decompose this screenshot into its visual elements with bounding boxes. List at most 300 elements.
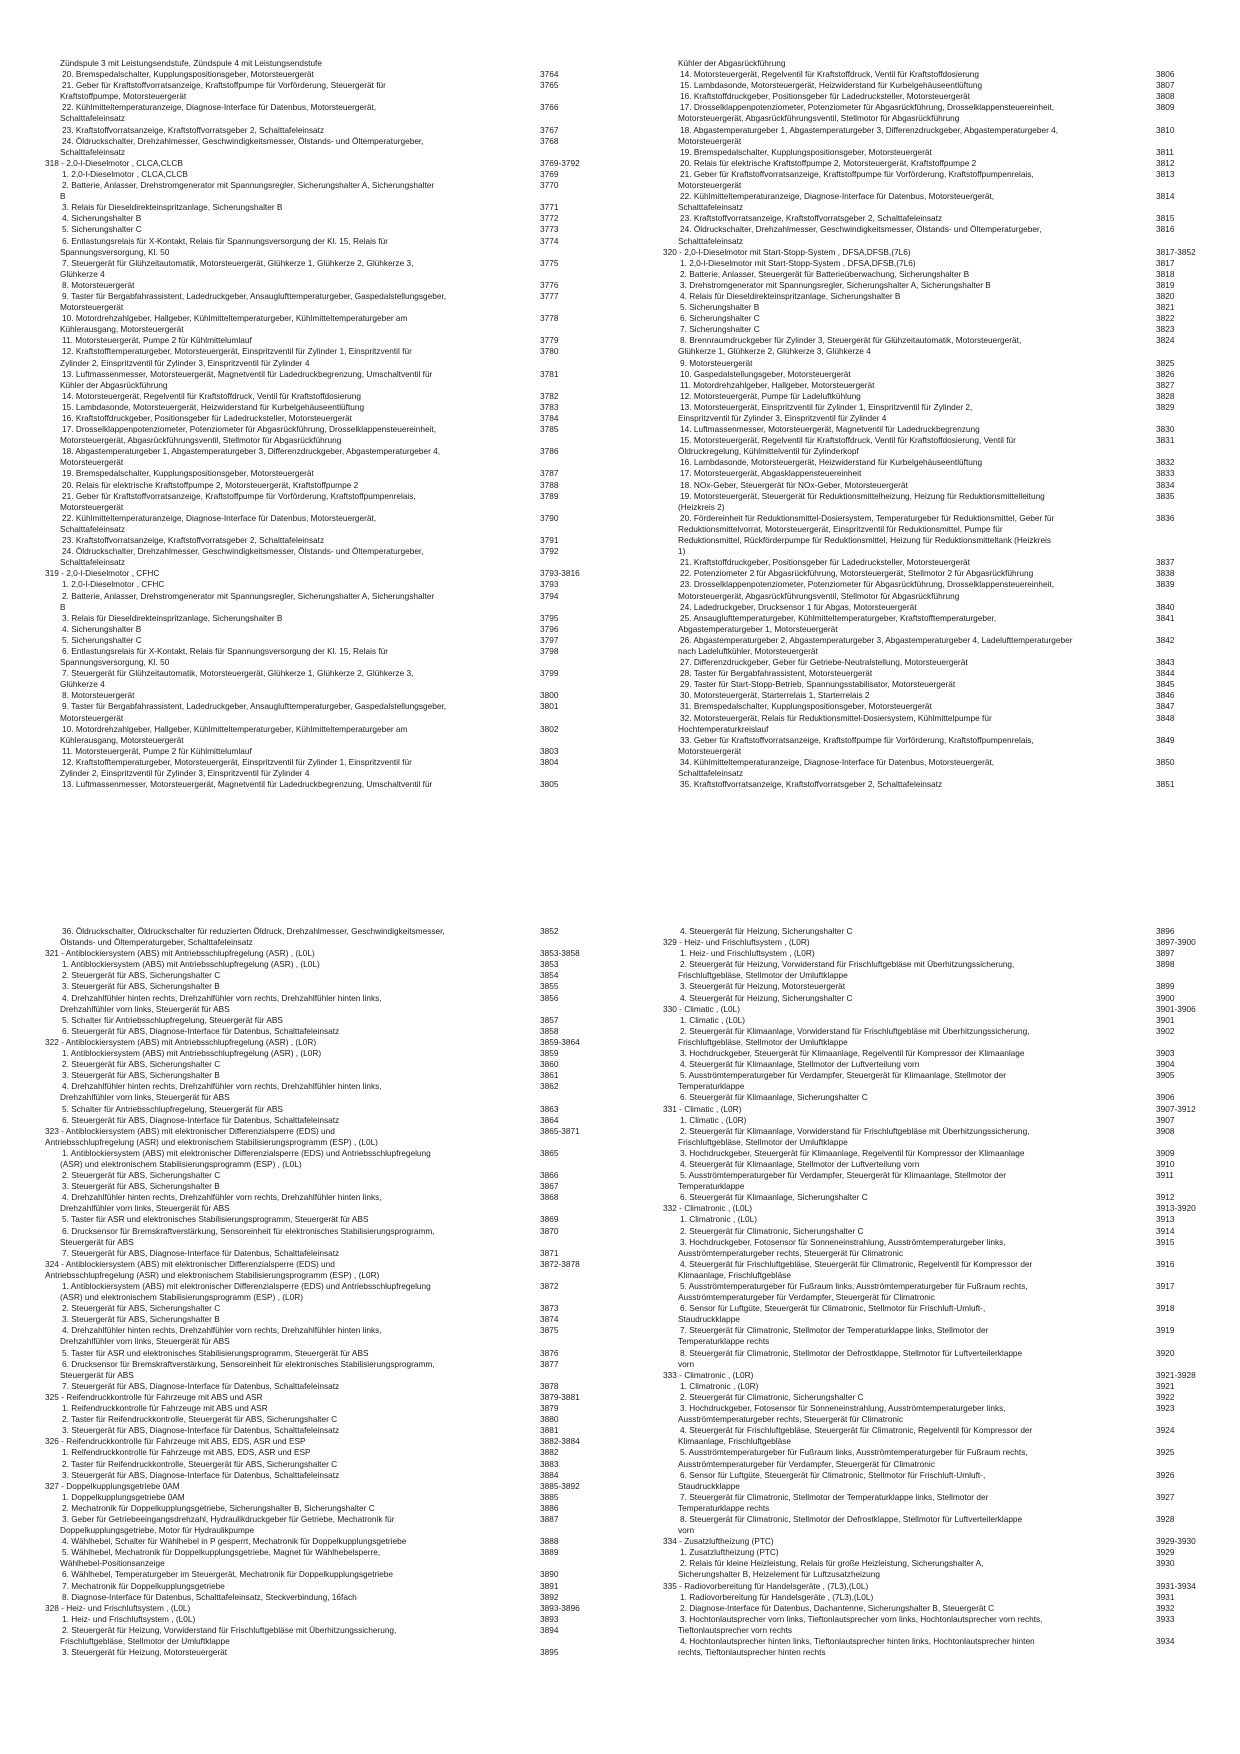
- entry-page-number: 3842: [1156, 634, 1175, 645]
- entry-text: 1. 2,0-l-Dieselmotor , CFHC: [62, 579, 165, 590]
- entry-page-number: 3816: [1156, 224, 1175, 235]
- entry-page-number: 3920: [1156, 1347, 1175, 1358]
- index-entry: [678, 213, 1198, 224]
- index-entry: [60, 535, 560, 546]
- entry-text: 320 - 2,0-l-Dieselmotor mit Start-Stopp-System , DFSA,DFSB,(7L6): [663, 246, 911, 257]
- entry-text: 17. Drosselklappenpotenziometer, Potenziometer für Abgasrückführung, Drosselklappensteuereinheit, Motorsteuergerät, Abgasrückführungsventil, Stellmotor für Abgasrückführung: [60, 424, 437, 446]
- entry-page-number: 3866: [540, 1170, 559, 1181]
- entry-text: 5. Ausströmtemperaturgeber für Verdampfer, Steuergerät für Klimaanlage, Stellmotor der Temperaturklappe: [678, 1070, 1007, 1092]
- index-entry: [678, 1603, 1198, 1614]
- entry-text: 22. Kühlmitteltemperaturanzeige, Diagnose-Interface für Datenbus, Motorsteuergerät, Schalttafeleinsatz: [678, 191, 995, 213]
- entry-text: 6. Entlastungsrelais für X-Kontakt, Relais für Spannungsversorgung der Kl. 15, Relais für Spannungsversorgung, Kl. 50: [60, 645, 389, 668]
- entry-page-number: 3872: [540, 1281, 559, 1291]
- entry-page-number: 3800: [540, 690, 559, 701]
- index-entry: [678, 302, 1198, 313]
- entry-text: 18. Abgastemperaturgeber 1, Abgastemperaturgeber 3, Differenzdruckgeber, Abgastemperaturgeber 4, Motorsteuergerät: [60, 446, 441, 468]
- entry-page-number: 3921-3928: [1156, 1369, 1196, 1380]
- index-entry: [678, 1558, 1198, 1580]
- index-entry: [678, 1514, 1198, 1536]
- entry-text: 4. Steuergerät für Frischluftgebläse, Steuergerät für Climatronic, Regelventil für Kompressor der Klimaanlage, Frischluftgebläse: [678, 1425, 1033, 1447]
- entry-text: 21. Kraftstoffdruckgeber, Positionsgeber für Ladedrucksteller, Motorsteuergerät: [680, 557, 970, 568]
- index-entry: [60, 1592, 560, 1603]
- entry-page-number: 3802: [540, 723, 559, 734]
- section-heading: [45, 1436, 580, 1447]
- entry-page-number: 3883: [540, 1458, 559, 1469]
- index-entry: [60, 1569, 560, 1580]
- entry-text: 3. Steuergerät für ABS, Sicherungshalter B: [62, 1181, 220, 1192]
- section-heading: [45, 568, 580, 579]
- entry-page-number: 3913: [1156, 1214, 1175, 1225]
- entry-page-number: 3775: [540, 257, 559, 268]
- entry-page-number: 3779: [540, 335, 559, 346]
- index-entry: [60, 1026, 560, 1037]
- entry-text: 1. 2,0-l-Dieselmotor , CLCA,CLCB: [62, 168, 188, 179]
- index-entry: [60, 136, 560, 158]
- entry-page-number: 3934: [1156, 1636, 1175, 1646]
- entry-page-number: 3804: [540, 756, 559, 767]
- entry-text: 333 - Climatronic , (L0R): [663, 1369, 754, 1380]
- index-entry: [60, 1403, 560, 1414]
- entry-text: 328 - Heiz- und Frischluftsystem , (L0L): [45, 1602, 191, 1613]
- entry-page-number: 3817: [1156, 257, 1175, 268]
- entry-text: 1. Climatronic , (L0L): [680, 1214, 758, 1225]
- entry-page-number: 3803: [540, 745, 559, 756]
- index-entry: [678, 1547, 1198, 1558]
- section-heading: [663, 1203, 1198, 1214]
- section-heading: [663, 1536, 1198, 1547]
- entry-page-number: 3780: [540, 346, 559, 357]
- index-entry: [60, 1447, 560, 1458]
- entry-text: 6. Sicherungshalter C: [680, 313, 760, 324]
- entry-page-number: 3769-3792: [540, 157, 580, 168]
- entry-page-number: 3881: [540, 1425, 559, 1436]
- entry-page-number: 3924: [1156, 1425, 1175, 1436]
- index-entry: [60, 1015, 560, 1026]
- entry-text: 323 - Antiblockiersystem (ABS) mit elektronischer Differenzialsperre (EDS) und Antriebsschlupfregelung (ASR) und elektronischem Stabilisierungsprogramm (ESP) , (L0L): [45, 1125, 378, 1147]
- entry-text: 2. Taster für Reifendruckkontrolle, Steuergerät für ABS, Sicherungshalter C: [62, 1414, 338, 1425]
- entry-text: 33. Geber für Kraftstoffvorratsanzeige, Kraftstoffpumpe für Vorförderung, Kraftstoffpumpenrelais, Motorsteuergerät: [678, 734, 1034, 756]
- entry-text: 4. Drehzahlfühler hinten rechts, Drehzahlfühler vorn rechts, Drehzahlfühler hinten links, Drehzahlfühler vorn links, Steuergerät für ABS: [60, 1081, 382, 1103]
- entry-page-number: 3773: [540, 224, 559, 235]
- index-entry: [678, 80, 1198, 91]
- index-entry: [60, 236, 560, 258]
- index-entry: [678, 480, 1198, 491]
- index-entry: [678, 613, 1198, 635]
- index-entry: [60, 313, 560, 335]
- entry-text: 8. Motorsteuergerät: [62, 279, 135, 290]
- index-entry: [60, 1625, 560, 1647]
- entry-text: 7. Steuergerät für Climatronic, Stellmotor der Temperaturklappe links, Stellmotor der Temperaturklappe rechts: [678, 1325, 989, 1347]
- index-entry: [60, 701, 560, 723]
- entry-text: 1. Zusatzluftheizung (PTC): [680, 1547, 779, 1558]
- entry-text: 11. Motordrehzahlgeber, Hallgeber, Motorsteuergerät: [680, 379, 875, 390]
- entry-page-number: 3912: [1156, 1192, 1175, 1203]
- index-entry: [60, 335, 560, 346]
- index-entry: [60, 369, 560, 391]
- entry-page-number: 3823: [1156, 324, 1175, 335]
- entry-text: 2. Batterie, Anlasser, Steuergerät für Batterieüberwachung, Sicherungshalter B: [680, 268, 970, 279]
- index-entry: [678, 369, 1198, 380]
- entry-text: 3. Drehstromgenerator mit Spannungsregler, Sicherungshalter A, Sicherungshalter B: [680, 279, 991, 290]
- entry-page-number: 3864: [540, 1114, 559, 1125]
- index-entry: [60, 635, 560, 646]
- entry-page-number: 3810: [1156, 124, 1175, 135]
- entry-page-number: 3907: [1156, 1114, 1175, 1125]
- entry-page-number: 3834: [1156, 479, 1175, 490]
- entry-page-number: 3929: [1156, 1547, 1175, 1558]
- index-entry: [60, 1148, 560, 1170]
- entry-text: 5. Ausströmtemperaturgeber für Fußraum links, Ausströmtemperaturgeber für Fußraum rechts, Ausströmtemperaturgeber für Verdampfer, Steuergerät für Climatronic: [678, 1281, 1028, 1303]
- entry-page-number: 3828: [1156, 390, 1175, 401]
- index-entry: [678, 258, 1198, 269]
- entry-page-number: 3888: [540, 1536, 559, 1547]
- entry-text: 3. Steuergerät für ABS, Diagnose-Interface für Datenbus, Schalttafeleinsatz: [62, 1469, 340, 1480]
- entry-page-number: 3926: [1156, 1469, 1175, 1480]
- section-heading: [663, 1369, 1198, 1381]
- index-entry: [678, 1614, 1198, 1636]
- index-entry: [60, 1647, 560, 1658]
- index-entry: [60, 624, 560, 635]
- entry-page-number: 3820: [1156, 290, 1175, 301]
- index-entry: [60, 180, 560, 202]
- entry-text: 7. Steuergerät für Glühzeitautomatik, Motorsteuergerät, Glühkerze 1, Glühkerze 2, Glühkerze 3, Glühkerze 4: [60, 257, 414, 279]
- entry-page-number: 3917: [1156, 1281, 1175, 1291]
- entry-text: 9. Motorsteuergerät: [680, 357, 753, 368]
- entry-text: 1. Reifendruckkontrolle für Fahrzeuge mit ABS, EDS, ASR und ESP: [62, 1447, 311, 1458]
- entry-text: 331 - Climatic , (L0R): [663, 1103, 742, 1114]
- index-entry: [678, 1015, 1198, 1026]
- entry-text: 6. Steuergerät für Klimaanlage, Sicherungshalter C: [680, 1192, 868, 1203]
- entry-page-number: 3827: [1156, 379, 1175, 390]
- entry-text: 18. NOx-Geber, Steuergerät für NOx-Geber, Motorsteuergerät: [680, 479, 908, 490]
- entry-text: 3. Steuergerät für ABS, Sicherungshalter B: [62, 1070, 220, 1081]
- entry-page-number: 3928: [1156, 1513, 1175, 1524]
- entry-page-number: 3831: [1156, 435, 1175, 446]
- index-entry: [678, 1126, 1198, 1148]
- entry-page-number: 3817-3852: [1156, 246, 1196, 257]
- index-entry: [60, 258, 560, 280]
- entry-text: 8. Steuergerät für Climatronic, Stellmotor der Defrostklappe, Stellmotor für Luftverteilerklappe vorn: [678, 1513, 1023, 1536]
- entry-page-number: 3769: [540, 168, 559, 179]
- index-entry: [678, 1592, 1198, 1603]
- entry-page-number: 3923: [1156, 1403, 1175, 1414]
- entry-text: 16. Lambdasonde, Motorsteuergerät, Heizwiderstand für Kurbelgehäuseentlüftung: [680, 457, 983, 468]
- entry-page-number: 3889: [540, 1547, 559, 1558]
- entry-page-number: 3805: [540, 779, 559, 790]
- index-entry: [60, 346, 560, 368]
- entry-text: 17. Drosselklappenpotenziometer, Potenziometer für Abgasrückführung, Drosselklappensteuereinheit, Motorsteuergerät, Abgasrückführungsventil, Stellmotor für Abgasrückführung: [678, 102, 1055, 124]
- entry-page-number: 3811: [1156, 146, 1174, 157]
- index-entry: [678, 1425, 1198, 1447]
- index-entry: [60, 993, 560, 1015]
- entry-page-number: 3764: [540, 69, 559, 80]
- entry-text: 2. Steuergerät für ABS, Sicherungshalter C: [62, 1303, 221, 1314]
- entry-page-number: 3880: [540, 1414, 559, 1425]
- index-entry: [60, 1614, 560, 1625]
- entry-text: 3. Steuergerät für Heizung, Motorsteuergerät: [680, 981, 846, 992]
- entry-page-number: 3796: [540, 623, 559, 634]
- index-entry: [60, 779, 560, 790]
- entry-page-number: 3776: [540, 279, 559, 290]
- index-entry: [678, 1259, 1198, 1281]
- index-entry: [60, 402, 560, 413]
- entry-page-number: 3885-3892: [540, 1480, 580, 1491]
- index-entry: [60, 1081, 560, 1103]
- entry-page-number: 3849: [1156, 734, 1175, 745]
- entry-text: 329 - Heiz- und Frischluftsystem , (L0R): [663, 937, 810, 948]
- entry-page-number: 3787: [540, 468, 559, 479]
- index-entry: [678, 981, 1198, 992]
- entry-text: 2. Steuergerät für Climatronic, Sicherungshalter C: [680, 1225, 864, 1236]
- entry-text: 19. Bremspedalschalter, Kupplungspositionsgeber, Motorsteuergerät: [680, 146, 932, 157]
- entry-page-number: 3826: [1156, 368, 1175, 379]
- entry-page-number: 3785: [540, 424, 559, 435]
- entry-text: 5. Taster für ASR und elektronisches Stabilisierungsprogramm, Steuergerät für ABS: [62, 1347, 369, 1358]
- entry-text: 28. Taster für Bergabfahrassistent, Motorsteuergerät: [680, 668, 873, 679]
- entry-page-number: 3861: [540, 1070, 559, 1081]
- index-entry: [678, 1403, 1198, 1425]
- index-entry: [60, 1359, 560, 1381]
- entry-text: 1. Antiblockiersystem (ABS) mit elektronischer Differenzialsperre (EDS) und Antriebsschlupfregelung (ASR) und elektronischem Stabilisierungsprogramm (ESP) , (L0R): [60, 1281, 431, 1303]
- index-entry: [60, 1314, 560, 1325]
- entry-page-number: 3843: [1156, 657, 1175, 668]
- index-entry: [60, 169, 560, 180]
- entry-page-number: 3837: [1156, 557, 1175, 568]
- entry-text: 3. Steuergerät für ABS, Sicherungshalter B: [62, 1314, 220, 1325]
- index-entry: [60, 1048, 560, 1059]
- index-entry: [678, 391, 1198, 402]
- entry-text: 5. Sicherungshalter C: [62, 634, 142, 645]
- entry-page-number: 3869: [540, 1214, 559, 1225]
- entry-text: 8. Motorsteuergerät: [62, 690, 135, 701]
- entry-text: 3. Hochdruckgeber, Fotosensor für Sonneneinstrahlung, Ausströmtemperaturgeber links, Ausströmtemperaturgeber rechts, Steuergerät für Climatronic: [678, 1236, 1006, 1258]
- entry-text: 35. Kraftstoffvorratsanzeige, Kraftstoffvorratsgeber 2, Schalttafeleinsatz: [680, 779, 943, 790]
- entry-page-number: 3790: [540, 512, 559, 523]
- index-entry: [60, 213, 560, 224]
- index-entry: [678, 1026, 1198, 1048]
- entry-text: 25. Ansauglufttemperaturgeber, Kühlmitteltemperaturgeber, Kraftstofftemperaturgeber, Abgastemperaturgeber 1, Motorsteuergerät: [678, 612, 997, 634]
- index-entry: [678, 926, 1198, 937]
- entry-text: 9. Taster für Bergabfahrassistent, Ladedruckgeber, Ansauglufttemperaturgeber, Gaspedalstellungsgeber, Motorsteuergerät: [60, 290, 447, 313]
- entry-page-number: 3807: [1156, 80, 1175, 91]
- entry-text: 2. Steuergerät für Klimaanlage, Vorwiderstand für Frischluftgebläse mit Überhitzungssicherung, Frischluftgebläse, Stellmotor der Umluftklappe: [678, 1025, 1030, 1047]
- entry-page-number: 3841: [1156, 612, 1175, 623]
- entry-text: 13. Motorsteuergerät, Einspritzventil für Zylinder 1, Einspritzventil für Zylinder 2, Einspritzventil für Zylinder 3, Einspritzventil für Zylinder 4: [678, 401, 973, 423]
- entry-page-number: 3901: [1156, 1014, 1175, 1025]
- entry-text: 6. Sensor für Luftgüte, Steuergerät für Climatronic, Stellmotor für Frischluft-Umluft-, Staudruckklappe: [678, 1303, 986, 1325]
- entry-page-number: 3844: [1156, 668, 1175, 679]
- entry-page-number: 3792: [540, 546, 559, 557]
- index-entry: [678, 1115, 1198, 1126]
- entry-page-number: 3822: [1156, 313, 1175, 324]
- entry-page-number: 3767: [540, 124, 559, 135]
- index-entry: [678, 269, 1198, 280]
- entry-page-number: 3929-3930: [1156, 1536, 1196, 1547]
- entry-page-number: 3798: [540, 645, 559, 656]
- entry-page-number: 3766: [540, 102, 559, 113]
- entry-text: 24. Ladedruckgeber, Drucksensor 1 für Abgas, Motorsteuergerät: [680, 601, 917, 612]
- entry-text: 2. Steuergerät für Climatronic, Sicherungshalter C: [680, 1391, 864, 1402]
- entry-text: 23. Kraftstoffvorratsanzeige, Kraftstoffvorratsgeber 2, Schalttafeleinsatz: [62, 124, 325, 135]
- entry-page-number: 3898: [1156, 959, 1175, 970]
- entry-text: 2. Steuergerät für Heizung, Vorwiderstand für Frischluftgebläse mit Überhitzungssicherung, Frischluftgebläse, Stellmotor der Umluftklappe: [678, 959, 1015, 981]
- index-entry: [678, 1492, 1198, 1514]
- index-entry: [678, 147, 1198, 158]
- entry-text: 20. Fördereinheit für Reduktionsmittel-Dosiersystem, Temperaturgeber für Reduktionsmittel, Geber für Reduktionsmittelvorrat, Motorsteuergerät, Einspritzventil für Reduktionsmittel, Pumpe für Reduktionsmittel, Rückförderpumpe für Reduktionsmittel, Heizung für Reduktionsmitteltank (Heizkreis 1): [678, 512, 1055, 557]
- index-entry: [678, 102, 1198, 124]
- entry-page-number: 3931: [1156, 1591, 1175, 1602]
- entry-text: 11. Motorsteuergerät, Pumpe 2 für Kühlmittelumlauf: [62, 745, 252, 756]
- entry-page-number: 3830: [1156, 424, 1175, 435]
- index-entry: [60, 746, 560, 757]
- index-entry: [60, 58, 560, 69]
- entry-page-number: 3887: [540, 1513, 559, 1524]
- entry-page-number: 3797: [540, 634, 559, 645]
- entry-text: 16. Kraftstoffdruckgeber, Positionsgeber für Ladedrucksteller, Motorsteuergerät: [62, 413, 352, 423]
- index-entry: [60, 1181, 560, 1192]
- section-heading: [663, 246, 1198, 258]
- entry-page-number: 3857: [540, 1014, 559, 1025]
- entry-text: 16. Kraftstoffdruckgeber, Positionsgeber für Ladedrucksteller, Motorsteuergerät: [680, 91, 970, 102]
- index-entry: [678, 435, 1198, 457]
- entry-page-number: 3850: [1156, 756, 1175, 767]
- entry-text: 10. Motordrehzahlgeber, Hallgeber, Kühlmitteltemperaturgeber, Kühlmitteltemperaturgeber am Kühlerausgang, Motorsteuergerät: [60, 313, 408, 335]
- entry-page-number: 3786: [540, 446, 559, 457]
- entry-text: 332 - Climatronic , (L0L): [663, 1203, 752, 1214]
- entry-text: 21. Geber für Kraftstoffvorratsanzeige, Kraftstoffpumpe für Vorförderung, Steuergerät für Kraftstoffpumpe, Motorsteuergerät: [60, 80, 386, 102]
- entry-text: 4. Drehzahlfühler hinten rechts, Drehzahlfühler vorn rechts, Drehzahlfühler hinten links, Drehzahlfühler vorn links, Steuergerät für ABS: [60, 1325, 382, 1347]
- index-entry: [678, 125, 1198, 147]
- entry-page-number: 3835: [1156, 490, 1175, 501]
- index-entry: [678, 1159, 1198, 1170]
- entry-text: 22. Kühlmitteltemperaturanzeige, Diagnose-Interface für Datenbus, Motorsteuergerät, Schalttafeleinsatz: [60, 512, 377, 534]
- entry-text: 3. Steuergerät für ABS, Sicherungshalter B: [62, 981, 220, 992]
- entry-page-number: 3865-3871: [540, 1125, 580, 1136]
- entry-text: 22. Kühlmitteltemperaturanzeige, Diagnose-Interface für Datenbus, Motorsteuergerät, Schalttafeleinsatz: [60, 102, 377, 124]
- entry-page-number: 3879-3881: [540, 1391, 580, 1402]
- entry-text: 1. Antiblockiersystem (ABS) mit elektronischer Differenzialsperre (EDS) und Antriebsschlupfregelung (ASR) und elektronischem Stabilisierungsprogramm (ESP) , (L0L): [60, 1147, 431, 1169]
- index-column-bottom-left: [45, 926, 580, 1658]
- index-entry: [678, 224, 1198, 246]
- entry-page-number: 3847: [1156, 701, 1175, 712]
- entry-page-number: 3893-3896: [540, 1602, 580, 1613]
- index-entry: [678, 91, 1198, 102]
- index-entry: [60, 981, 560, 992]
- entry-page-number: 3782: [540, 390, 559, 401]
- entry-text: 319 - 2,0-l-Dieselmotor , CFHC: [45, 568, 160, 579]
- entry-page-number: 3885: [540, 1491, 559, 1502]
- entry-text: 2. Steuergerät für Klimaanlage, Vorwiderstand für Frischluftgebläse mit Überhitzungssicherung, Frischluftgebläse, Stellmotor der Umluftklappe: [678, 1125, 1030, 1147]
- entry-text: 5. Sicherungshalter C: [62, 224, 142, 235]
- entry-page-number: 3878: [540, 1380, 559, 1391]
- index-entry: [60, 480, 560, 491]
- entry-text: 7. Steuergerät für ABS, Diagnose-Interface für Datenbus, Schalttafeleinsatz: [62, 1247, 340, 1258]
- index-entry: [60, 757, 560, 779]
- index-entry: [60, 690, 560, 701]
- entry-text: 4. Wählhebel, Schalter für Wählhebel in P gesperrt, Mechatronik für Doppelkupplungsgetriebe: [62, 1536, 407, 1547]
- entry-page-number: 3933: [1156, 1613, 1175, 1624]
- index-entry: [678, 1237, 1198, 1259]
- index-entry: [60, 491, 560, 513]
- index-entry: [60, 1503, 560, 1514]
- index-entry: [678, 1348, 1198, 1370]
- entry-page-number: 3877: [540, 1358, 559, 1369]
- index-entry: [60, 1414, 560, 1425]
- entry-text: 15. Lambdasonde, Motorsteuergerät, Heizwiderstand für Kurbelgehäuseentlüftung: [62, 401, 365, 412]
- entry-page-number: 3872-3878: [540, 1258, 580, 1269]
- entry-page-number: 3784: [540, 413, 559, 423]
- entry-page-number: 3846: [1156, 690, 1175, 701]
- entry-text: 23. Kraftstoffvorratsanzeige, Kraftstoffvorratsgeber 2, Schalttafeleinsatz: [680, 213, 943, 224]
- index-entry: [678, 1226, 1198, 1237]
- entry-page-number: 3839: [1156, 579, 1175, 590]
- entry-text: 6. Drucksensor für Bremskraftverstärkung, Sensoreinheit für elektronisches Stabilisierungsprogramm, Steuergerät für ABS: [60, 1225, 435, 1247]
- index-entry: [678, 1325, 1198, 1347]
- entry-text: 7. Steuergerät für ABS, Diagnose-Interface für Datenbus, Schalttafeleinsatz: [62, 1380, 340, 1391]
- index-entry: [678, 579, 1198, 601]
- index-entry: [678, 313, 1198, 324]
- entry-text: 6. Steuergerät für Klimaanlage, Sicherungshalter C: [680, 1092, 868, 1103]
- entry-page-number: 3915: [1156, 1236, 1175, 1247]
- entry-page-number: 3899: [1156, 981, 1175, 992]
- entry-page-number: 3856: [540, 992, 559, 1003]
- entry-text: 327 - Doppelkupplungsgetriebe 0AM: [45, 1480, 180, 1491]
- entry-page-number: 3897-3900: [1156, 937, 1196, 948]
- entry-text: 4. Steuergerät für Frischluftgebläse, Steuergerät für Climatronic, Regelventil für Kompressor der Klimaanlage, Frischluftgebläse: [678, 1258, 1033, 1280]
- entry-text: 1. Radiovorbereitung für Handelsgeräte , (7L3),(L0L): [680, 1591, 874, 1602]
- entry-page-number: 3925: [1156, 1447, 1175, 1458]
- entry-page-number: 3836: [1156, 512, 1175, 523]
- index-entry: [678, 1059, 1198, 1070]
- entry-text: 24. Öldruckschalter, Drehzahlmesser, Geschwindigkeitsmesser, Ölstands- und Öltemperaturgeber, Schalttafeleinsatz: [60, 135, 424, 157]
- index-entry: [60, 413, 560, 424]
- section-heading: [663, 937, 1198, 948]
- entry-text: 3. Hochdruckgeber, Steuergerät für Klimaanlage, Regelventil für Kompressor der Klimaanlage: [680, 1048, 1025, 1059]
- index-entry: [60, 668, 560, 690]
- entry-page-number: 3884: [540, 1469, 559, 1480]
- index-entry: [60, 224, 560, 235]
- index-column-top-right: [663, 58, 1198, 790]
- entry-text: 5. Ausströmtemperaturgeber für Verdampfer, Steuergerät für Klimaanlage, Stellmotor der Temperaturklappe: [678, 1170, 1007, 1192]
- entry-text: 2. Batterie, Anlasser, Drehstromgenerator mit Spannungsregler, Sicherungshalter A, Sicherungshalter B: [60, 180, 435, 202]
- entry-text: 5. Wählhebel, Mechatronik für Doppelkupplungsgetriebe, Magnet für Wählhebelsperre, Wählhebel-Positionsanzeige: [60, 1547, 381, 1569]
- entry-page-number: 3794: [540, 590, 559, 601]
- entry-page-number: 3904: [1156, 1059, 1175, 1070]
- entry-text: 31. Bremspedalschalter, Kupplungspositionsgeber, Motorsteuergerät: [680, 701, 932, 712]
- entry-text: 5. Schalter für Antriebsschlupfregelung, Steuergerät für ABS: [62, 1103, 283, 1114]
- entry-page-number: 3783: [540, 401, 559, 412]
- entry-text: 321 - Antiblockiersystem (ABS) mit Antriebsschlupfregelung (ASR) , (L0L): [45, 948, 315, 959]
- entry-page-number: 3833: [1156, 468, 1175, 479]
- entry-page-number: 3852: [540, 926, 559, 936]
- entry-page-number: 3893: [540, 1613, 559, 1624]
- entry-text: 1. Doppelkupplungsgetriebe 0AM: [62, 1491, 185, 1502]
- entry-text: 325 - Reifendruckkontrolle für Fahrzeuge mit ABS und ASR: [45, 1391, 263, 1402]
- index-entry: [678, 779, 1198, 790]
- entry-text: 14. Motorsteuergerät, Regelventil für Kraftstoffdruck, Ventil für Kraftstoffdosierung: [680, 69, 979, 80]
- entry-page-number: 3840: [1156, 601, 1175, 612]
- index-entry: [678, 324, 1198, 335]
- entry-page-number: 3930: [1156, 1558, 1175, 1569]
- entry-text: 24. Öldruckschalter, Drehzahlmesser, Geschwindigkeitsmesser, Ölstands- und Öltemperaturgeber, Schalttafeleinsatz: [678, 224, 1042, 246]
- section-heading: [45, 1391, 580, 1403]
- entry-text: 318 - 2,0-l-Dieselmotor , CLCA,CLCB: [45, 157, 183, 168]
- entry-page-number: 3913-3920: [1156, 1203, 1196, 1214]
- index-entry: [60, 646, 560, 668]
- entry-text: 6. Sensor für Luftgüte, Steuergerät für Climatronic, Stellmotor für Frischluft-Umluft-, Staudruckklappe: [678, 1469, 986, 1491]
- entry-text: 34. Kühlmitteltemperaturanzeige, Diagnose-Interface für Datenbus, Motorsteuergerät, Schalttafeleinsatz: [678, 756, 995, 778]
- index-entry: [60, 1470, 560, 1481]
